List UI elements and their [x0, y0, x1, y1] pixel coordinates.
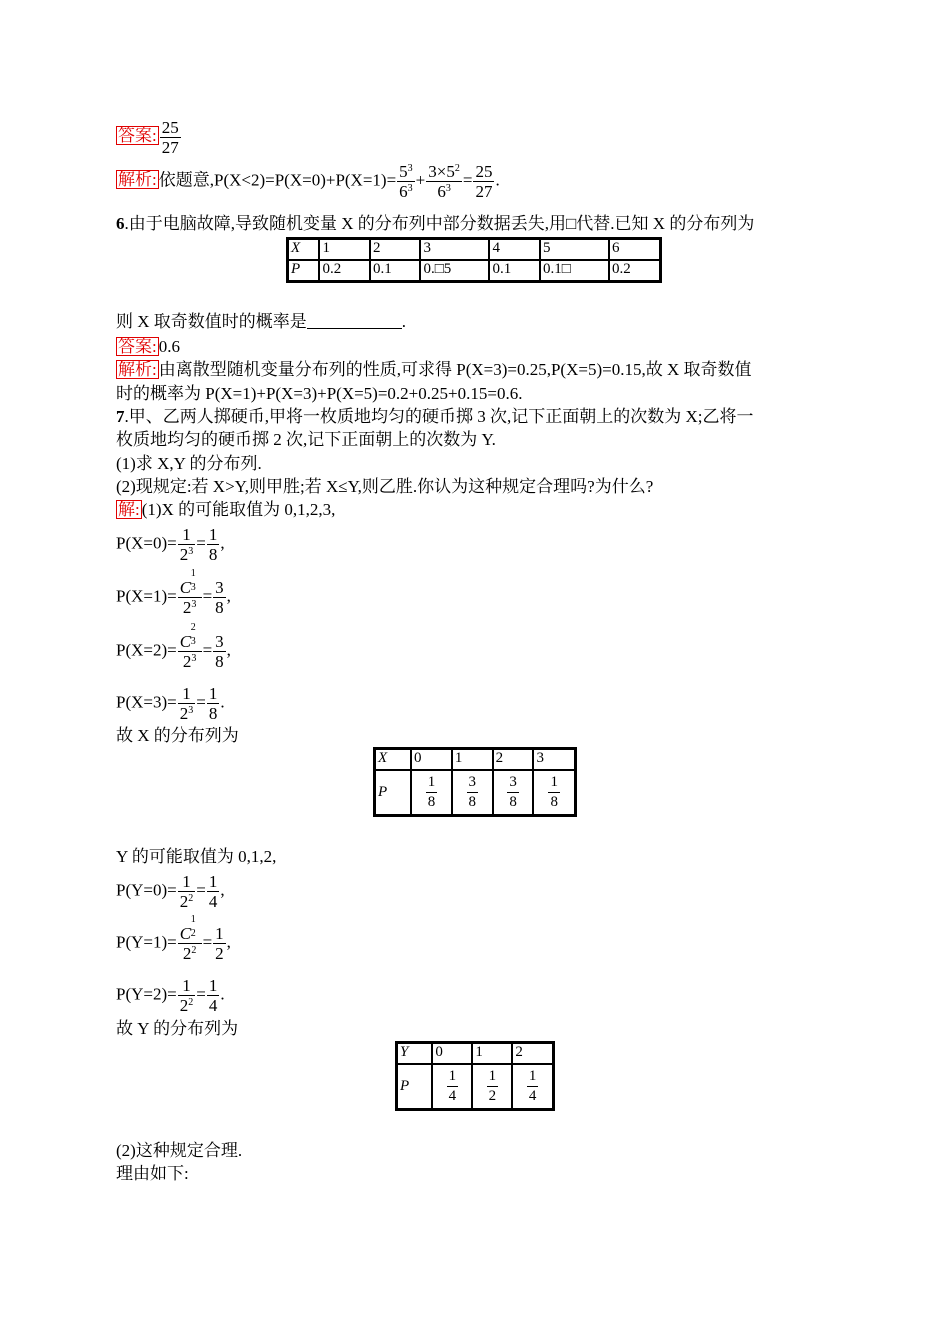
table-cell: 0.□5 [420, 260, 489, 282]
fraction-numerator: 25 [161, 118, 179, 137]
q6-answer-line [116, 337, 180, 357]
table-cell: P [288, 260, 320, 282]
table-cell: $\frac{1}{4}$ [512, 1064, 553, 1110]
q6-analysis-text: 由离散型随机变量分布列的性质,可求得 P(X=3)=0.25,P(X=5)=0.15,故 X 取奇数值 [158, 360, 752, 379]
q7-solution-intro-text: (1)X 的可能取值为 0,1,2,3, [141, 500, 336, 519]
table-row [397, 1064, 554, 1110]
q7-number: 7 [116, 407, 125, 426]
table-cell: 1 [319, 239, 370, 261]
table-cell: 0 [432, 1043, 472, 1065]
q6-analysis-line-2: 时的概率为 P(X=1)+P(X=3)+P(X=5)=0.2+0.25+0.15=0.6. [116, 384, 523, 403]
y-table-caption: 故 Y 的分布列为 [116, 1019, 239, 1038]
table-row [375, 770, 576, 816]
table-cell: X [375, 749, 412, 771]
table-cell: 4 [489, 239, 540, 261]
q7-part-2: (2)现规定:若 X>Y,则甲胜;若 X≤Y,则乙胜.你认为这种规定合理吗?为什么? [116, 477, 654, 496]
q7-solution-intro [116, 500, 335, 520]
q5-answer-fraction [160, 118, 181, 157]
x-probability-line: P(X=2)= C 2 3 $2^3$ = $\frac{3}{8}$ , [116, 622, 231, 671]
table-cell: 0 [411, 749, 452, 771]
x-probability-line: P(X=1)= C 1 3 $2^3$ = $\frac{3}{8}$ , [116, 568, 231, 617]
table-cell: 0.1 [489, 260, 540, 282]
table-cell: 2 [370, 239, 421, 261]
q6-question-text: 则 X 取奇数值时的概率是 [116, 312, 307, 331]
q5-analysis-text: 依题意,P(X<2)=P(X=0)+P(X=1)= [158, 170, 397, 190]
table-cell: 3 [533, 749, 575, 771]
table-cell: 0.1 [370, 260, 421, 282]
table-cell: 0.1□ [540, 260, 609, 282]
q5-fraction-1: $\frac{5^3}{6^3}$ [399, 162, 413, 201]
y-distribution-table [395, 1041, 555, 1111]
table-cell: 1 [452, 749, 493, 771]
table-cell: Y [397, 1043, 433, 1065]
table-row [397, 1043, 554, 1065]
table-cell: 2 [493, 749, 534, 771]
table-cell: $\frac{3}{8}$ [493, 770, 534, 816]
y-probability-line: P(Y=0)= $\frac{1}{2^2}$ = $\frac{1}{4}$ , [116, 872, 225, 911]
table-cell: 5 [540, 239, 609, 261]
table-cell: 0.2 [609, 260, 661, 282]
table-cell: $\frac{1}{8}$ [411, 770, 452, 816]
y-intro: Y 的可能取值为 0,1,2, [116, 847, 277, 866]
q5-answer-line [116, 118, 182, 157]
table-cell: 1 [472, 1043, 512, 1065]
table-cell: $\frac{1}{8}$ [533, 770, 575, 816]
q6-question: 则 X 取奇数值时的概率是 . [116, 312, 407, 331]
q6-stem-text: .由于电脑故障,导致随机变量 X 的分布列中部分数据丢失,用□代替.已知 X 的分布列为 [124, 214, 755, 233]
table-cell: 6 [609, 239, 661, 261]
q5-analysis-line: 解析: 依题意,P(X<2)=P(X=0)+P(X=1)= $\frac{5^3}{6^3}$ + $\frac{3\times 5^2}{6^3}$ = $\frac{25}{27}$ . [118, 162, 500, 201]
x-probability-line: P(X=3)= $\frac{1}{2^3}$ = $\frac{1}{8}$ . [116, 684, 225, 723]
answer-blank [307, 314, 402, 329]
table-cell: P [375, 770, 412, 816]
q7-part-1: (1)求 X,Y 的分布列. [116, 454, 262, 473]
x-distribution-table [373, 747, 577, 817]
x-probability-line: P(X=0)= $\frac{1}{2^3}$ = $\frac{1}{8}$ , [116, 525, 225, 564]
table-cell: $\frac{3}{8}$ [452, 770, 493, 816]
table-row [288, 260, 661, 282]
q6-analysis-line-1 [116, 360, 751, 380]
q7-part-2-solution: (2)这种规定合理. [116, 1141, 243, 1160]
answer-tag: 答案: [118, 126, 157, 146]
table-row [375, 749, 576, 771]
q6-number: 6 [116, 214, 125, 233]
solution-tag: 解: [118, 500, 140, 519]
q6-answer-value: 0.6 [158, 337, 180, 356]
table-cell: 2 [512, 1043, 553, 1065]
q7-stem-text: .甲、乙两人掷硬币,甲将一枚质地均匀的硬币掷 3 次,记下正面朝上的次数为 X;乙将一 [124, 407, 754, 426]
q5-fraction-3: $\frac{25}{27}$ [475, 162, 493, 201]
table-cell: $\frac{1}{2}$ [472, 1064, 512, 1110]
q7-stem-line-1 [116, 407, 754, 427]
q6-stem [116, 214, 754, 234]
analysis-tag: 解析: [118, 360, 157, 379]
x-table-caption: 故 X 的分布列为 [116, 726, 239, 745]
y-probability-line: P(Y=1)= C 1 2 $2^2$ = $\frac{1}{2}$ , [116, 914, 231, 963]
table-cell: $\frac{1}{4}$ [432, 1064, 472, 1110]
q5-fraction-2: $\frac{3\times 5^2}{6^3}$ [428, 162, 460, 201]
q7-stem-line-2: 枚质地均匀的硬币掷 2 次,记下正面朝上的次数为 Y. [116, 430, 496, 449]
table-cell: 3 [420, 239, 489, 261]
y-probability-line: P(Y=2)= $\frac{1}{2^2}$ = $\frac{1}{4}$ . [116, 976, 225, 1015]
q7-reason: 理由如下: [116, 1164, 189, 1183]
table-cell: 0.2 [319, 260, 370, 282]
table-cell: X [288, 239, 320, 261]
answer-tag: 答案: [118, 337, 157, 356]
table-cell: P [397, 1064, 433, 1110]
q6-distribution-table [286, 237, 662, 283]
analysis-tag: 解析: [118, 170, 157, 190]
table-row [288, 239, 661, 261]
fraction-denominator: 27 [161, 138, 179, 157]
